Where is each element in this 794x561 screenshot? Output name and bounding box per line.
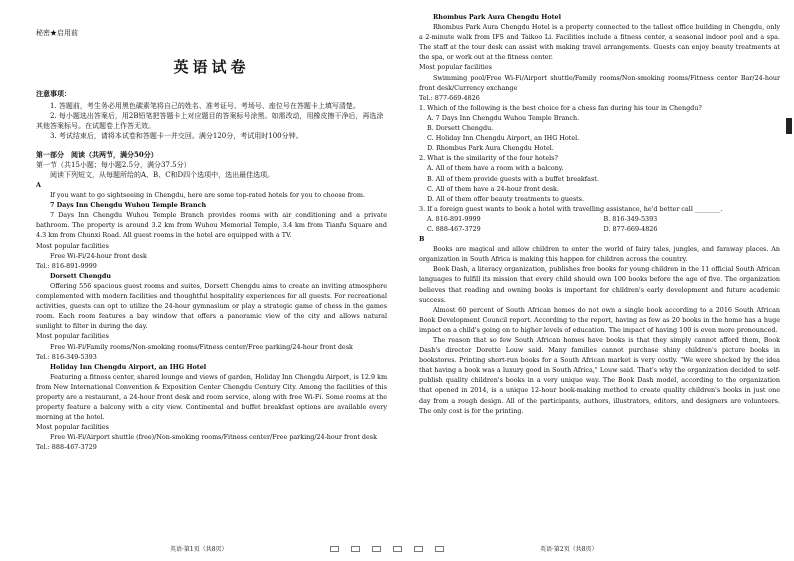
secret-label: 秘密★启用前 bbox=[36, 29, 78, 37]
question-1-option-d: D. Rhombus Park Aura Chengdu Hotel. bbox=[427, 144, 554, 153]
separator-mark bbox=[330, 546, 339, 552]
facilities-label: Most popular facilities bbox=[419, 63, 492, 72]
footer-page-1: 英语·第1页（共8页） bbox=[170, 546, 228, 553]
passage-a-letter: A bbox=[36, 181, 41, 189]
hotel-3-desc: Featuring a fitness center, shared lounge and views of garden, Holiday Inn Chengdu Airport, is 12.9 km from New International Convention & Exposition Center Chengdu Century City. Among the facilities of this property are a restaurant, a 24-hour front desk and room service, along with free Wi-Fi. Some rooms at the property feature a balcony with a city view. Continental and buffet breakfast options are available every morning at the hotel. bbox=[36, 372, 387, 422]
question-3-options-row2 bbox=[419, 224, 780, 234]
hotel-1-facilities: Free Wi-Fi/24-hour front desk bbox=[50, 251, 147, 260]
passage-a-intro: If you want to go sightseeing in Chengdu, here are some top-rated hotels for you to choose from. bbox=[50, 191, 365, 200]
question-3-stem: 3. If a foreign guest wants to book a hotel with travelling assistance, he'd better call ________. bbox=[419, 204, 723, 213]
question-2-option-c: C. All of them have a 24-hour front desk. bbox=[427, 184, 559, 193]
facilities-label: Most popular facilities bbox=[36, 241, 109, 250]
note-3: 3. 考试结束后，请将本试卷和答题卡一并交回。满分120分，考试用时100分钟。 bbox=[50, 132, 303, 140]
hotel-3-name: Holiday Inn Chengdu Airport, an IHG Hotel bbox=[50, 362, 207, 371]
question-1-option-a: A. 7 Days Inn Chengdu Wuhou Temple Branch. bbox=[427, 113, 580, 122]
question-2-stem: 2. What is the similarity of the four hotels? bbox=[419, 154, 558, 163]
hotel-1-tel: Tel.: 816-891-9999 bbox=[36, 261, 97, 270]
note-1: 1. 答题前，考生务必用黑色碳素笔将自己的姓名、准考证号、考场号、座位号在答题卡上填写清楚。 bbox=[50, 102, 360, 110]
hotel-1-name: 7 Days Inn Chengdu Wuhou Temple Branch bbox=[50, 201, 207, 210]
question-1-option-b: B. Dorsett Chengdu. bbox=[427, 124, 494, 133]
part1-title: 第一部分 阅读（共两节，满分50分） bbox=[36, 150, 158, 159]
question-3-option-d: D. 877-669-4826 bbox=[603, 224, 658, 233]
hotel-4-tel: Tel.: 877-669-4826 bbox=[419, 93, 480, 102]
question-1-option-c: C. Holiday Inn Chengdu Airport, an IHG Hotel. bbox=[427, 134, 580, 143]
hotel-3-tel: Tel.: 888-467-3729 bbox=[36, 443, 97, 452]
note-2: 2. 每小题选出答案后，用2B铅笔把答题卡上对应题目的答案标号涂黑。如需改动，用橡皮擦干净后，再选涂其他答案标号。在试题卷上作答无效。 bbox=[36, 112, 384, 130]
page-2 bbox=[397, 0, 794, 561]
separator-mark bbox=[372, 546, 381, 552]
question-3-option-c: C. 888-467-3729 bbox=[427, 224, 481, 233]
question-3-option-b: B. 816-349-5393 bbox=[603, 214, 658, 223]
question-2-option-d: D. All of them offer beauty treatments to guests. bbox=[427, 194, 584, 203]
hotel-4-name: Rhombus Park Aura Chengdu Hotel bbox=[433, 13, 562, 21]
hotel-2-name: Dorsett Chengdu bbox=[50, 271, 111, 280]
passage-b-paragraph-4: The reason that so few South African homes have books is that they simply cannot afford them, Book Dash's director Dorette Louw said. Many families cannot purchase shiny children's picture books in bookstores. Printing short-run books for a South African market is very costly. "We were shocked by the idea that having a book was a luxury good in South Africa," Louw said. That's why the organization decided to self-publish quality children's books in a very unique way. The Book Dash model, according to the organization that opened in 2014, is a unique 12-hour book-making method to create quality children's books in just one day from a rough design. All of the participants, authors, illustrators, editors, and designers are volunteers. The only cost is for the printing. bbox=[419, 336, 780, 415]
passage-b-paragraph-1: Books are magical and allow children to enter the world of fairy tales, jungles, and faraway places. An organization in South Africa is making this happen for children across the country. bbox=[419, 245, 780, 264]
question-2-option-a: A. All of them have a room with a balcony. bbox=[427, 164, 564, 173]
notes-title: 注意事项： bbox=[36, 89, 71, 98]
footer-page-2: 英语·第2页（共8页） bbox=[540, 546, 598, 553]
separator-mark bbox=[351, 546, 360, 552]
facilities-label: Most popular facilities bbox=[36, 423, 109, 432]
separator-mark bbox=[393, 546, 402, 552]
passage-b-letter: B bbox=[419, 235, 425, 244]
question-3-option-a: A. 816-891-9999 bbox=[427, 214, 481, 223]
question-3-options-row1 bbox=[419, 214, 780, 224]
facilities-label: Most popular facilities bbox=[36, 332, 109, 341]
hotel-1-desc: 7 Days Inn Chengdu Wuhou Temple Branch provides rooms with air conditioning and a private bathroom. The property is around 3.2 km from Wuhou Memorial Temple, 3.4 km from Tianfu Square and 4.3 km from Chunxi Road. All guest rooms in the hotel are equipped with a TV. bbox=[36, 211, 387, 240]
hotel-2-desc: Offering 556 spacious guest rooms and suites, Dorsett Chengdu aims to create an inviting atmosphere complemented with modern facilities and thoughtful hospitality experiences for all guests. For recreational activities, guests can opt to utilize the 24-hour gymnasium or play a strategic game of chess in the games room. Each room features a bay window that offers a panoramic view of the city and allows natural sunlight to filter in during the day. bbox=[36, 281, 387, 331]
binding-edge-mark bbox=[786, 118, 792, 134]
page-separator-marks bbox=[330, 546, 444, 552]
question-1-stem: 1. Which of the following is the best choice for a chess fan during his tour in Chengdu? bbox=[419, 103, 702, 112]
hotel-4-facilities: Swimming pool/Free Wi-Fi/Airport shuttle/Family rooms/Non-smoking rooms/Fitness center Bar/24-hour front desk/Currency exchange bbox=[419, 73, 780, 92]
section1-title: 第一节（共15小题；每小题2.5分，满分37.5分） bbox=[36, 161, 191, 169]
instruction: 阅读下列短文，从每题所给的A、B、C和D四个选项中，选出最佳选项。 bbox=[50, 171, 275, 179]
question-2-option-b: B. All of them provide guests with a buffet breakfast. bbox=[427, 174, 599, 183]
passage-b-paragraph-3: Almost 60 percent of South African homes do not own a single book according to a 2016 South African Book Development Council report. According to the report, having as few as 20 books in the home has a huge impact on a child's going on to higher levels of education. The impact of having 100 is even more pronounced. bbox=[419, 305, 780, 334]
separator-mark bbox=[435, 546, 444, 552]
passage-b-paragraph-2: Book Dash, a literacy organization, publishes free books for young children in the 11 official South African languages to fulfill its mission that every child should own 100 books before the age of five. The organization believes that reading and owning books is important for children's early development and future academic success. bbox=[419, 265, 780, 304]
hotel-2-facilities: Free Wi-Fi/Family rooms/Non-smoking rooms/Fitness center/Free parking/24-hour front desk bbox=[50, 342, 353, 351]
hotel-4-desc: Rhombus Park Aura Chengdu Hotel is a property connected to the tallest office building in Chengdu, only a 2-minute walk from IFS and Taikoo Li. Facilities include a fitness center, a seasonal indoor pool and a spa. The staff at the tour desk can assist with making travel arrangements. Guests can enjoy beauty treatments at the spa, or work out at the fitness center. bbox=[419, 23, 780, 62]
exam-title: 英语试卷 bbox=[173, 58, 250, 76]
hotel-3-facilities: Free Wi-Fi/Airport shuttle (free)/Non-smoking rooms/Fitness center/Free parking/24-hour front desk bbox=[50, 433, 377, 442]
hotel-2-tel: Tel.: 816-349-5393 bbox=[36, 352, 97, 361]
separator-mark bbox=[414, 546, 423, 552]
